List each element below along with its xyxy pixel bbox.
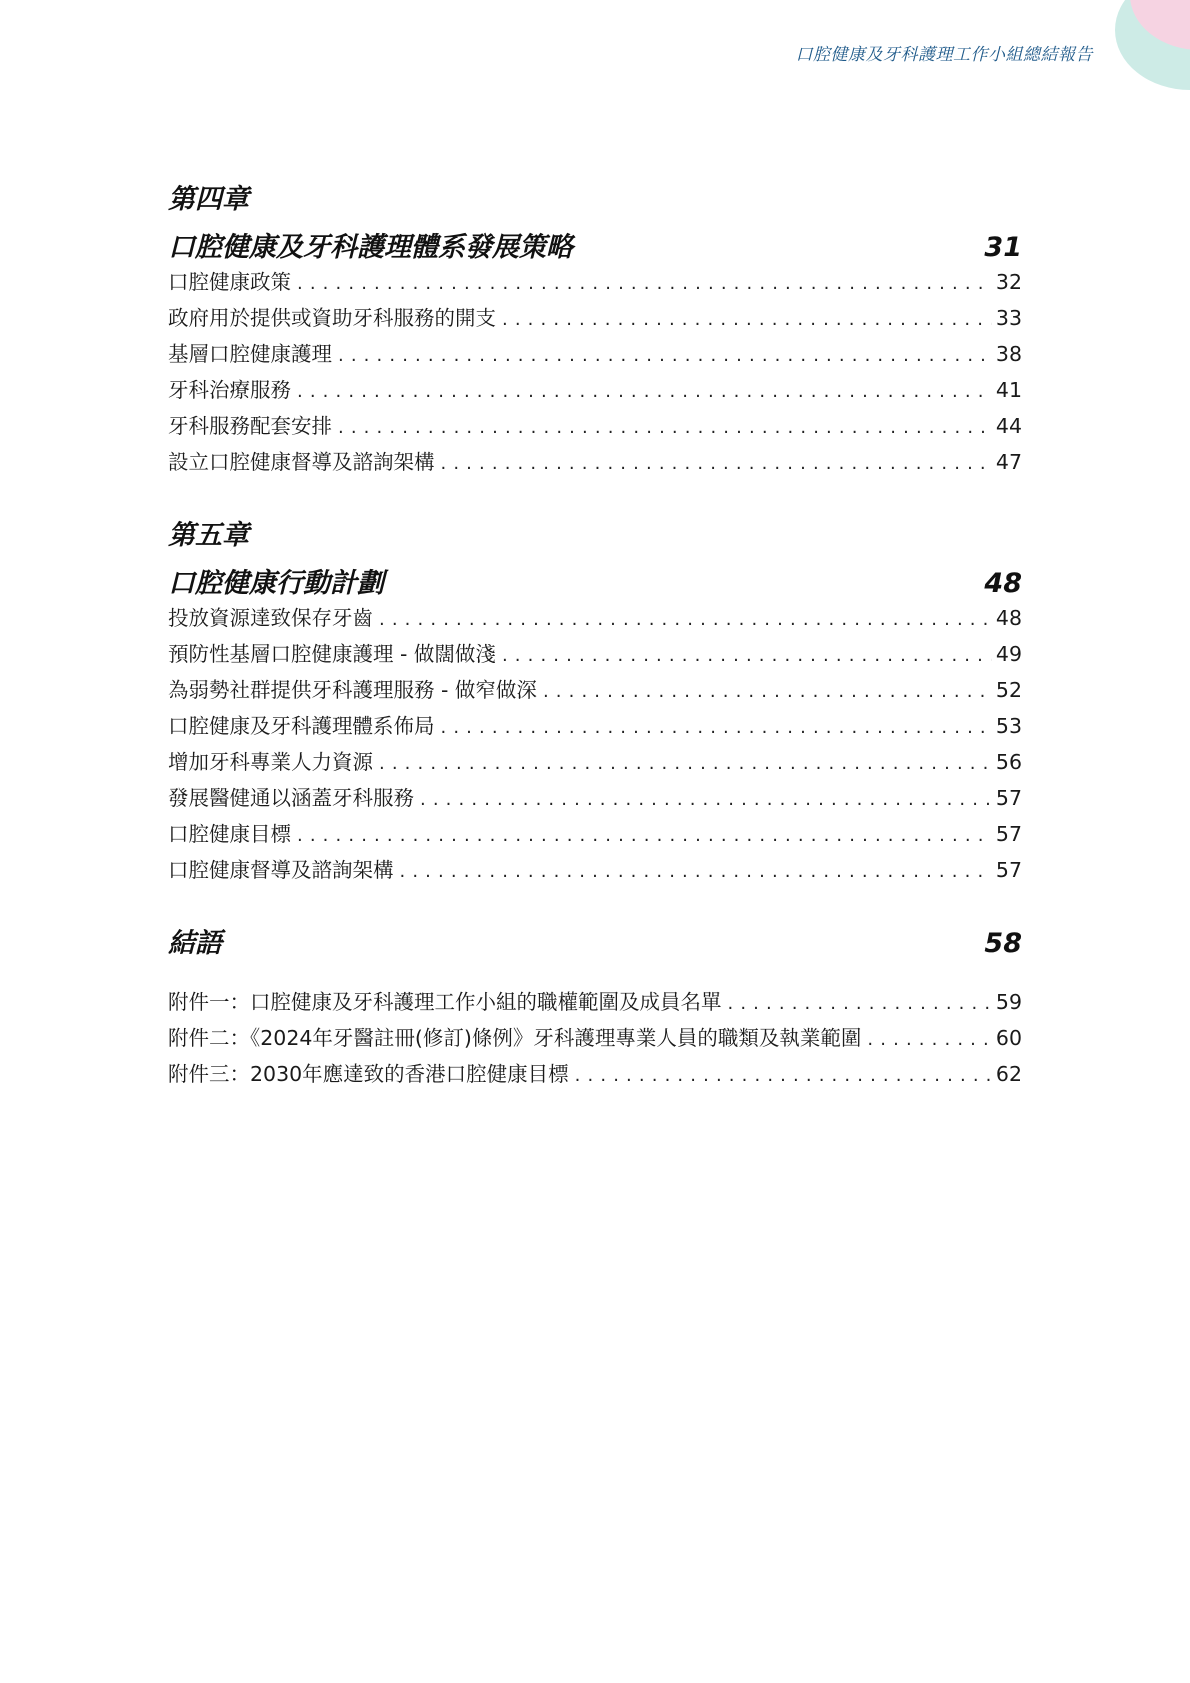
toc-entry-label: 口腔健康政策: [168, 270, 291, 294]
dot-leader: [543, 677, 992, 707]
appendix-label: 附件一：口腔健康及牙科護理工作小組的職權範圍及成員名單: [168, 990, 722, 1014]
appendix-page: 59: [995, 990, 1022, 1014]
toc-entry-label: 設立口腔健康督導及諮詢架構: [168, 450, 435, 474]
chapter5-label: 第五章: [168, 520, 249, 551]
dot-leader: [338, 341, 992, 371]
dot-leader: [297, 821, 992, 851]
toc-entry[interactable]: [168, 783, 1022, 813]
toc-entry-page: 49: [995, 642, 1022, 666]
toc-entry-page: 56: [995, 750, 1022, 774]
toc-entry-label: 基層口腔健康護理: [168, 342, 332, 366]
chapter5-title: 口腔健康行動計劃: [168, 568, 384, 599]
toc-entry-label: 口腔健康督導及諮詢架構: [168, 858, 394, 882]
toc-entry[interactable]: [168, 303, 1022, 333]
toc-entry[interactable]: [168, 447, 1022, 477]
dot-leader: [441, 449, 992, 479]
toc-entry-page: 53: [995, 714, 1022, 738]
toc-entry-page: 44: [995, 414, 1022, 438]
dot-leader: [867, 1025, 991, 1055]
chapter4-label: 第四章: [168, 184, 249, 215]
toc-entry[interactable]: [168, 339, 1022, 369]
toc-entry-label: 政府用於提供或資助牙科服務的開支: [168, 306, 496, 330]
toc-entry-label: 牙科治療服務: [168, 378, 291, 402]
dot-leader: [502, 641, 992, 671]
dot-leader: [297, 269, 992, 299]
toc-entry-label: 增加牙科專業人力資源: [168, 750, 373, 774]
dot-leader: [441, 713, 992, 743]
toc-entry-label: 為弱勢社群提供牙科護理服務 - 做窄做深: [168, 678, 537, 702]
toc-entry-page: 57: [995, 858, 1022, 882]
toc-entry-label: 口腔健康目標: [168, 822, 291, 846]
toc-entry[interactable]: [168, 675, 1022, 705]
conclusion-row[interactable]: [168, 921, 1022, 960]
toc-entry-page: 48: [995, 606, 1022, 630]
appendix-label: 附件三：2030年應達致的香港口腔健康目標: [168, 1062, 569, 1086]
chapter5-title-row[interactable]: [168, 561, 1022, 600]
chapter5-page: 48: [984, 568, 1022, 599]
chapter4-title: 口腔健康及牙科護理體系發展策略: [168, 232, 573, 263]
toc-entry-page: 47: [995, 450, 1022, 474]
dot-leader: [338, 413, 992, 443]
conclusion-title: 結語: [168, 928, 222, 959]
appendix-page: 62: [995, 1062, 1022, 1086]
toc-entry-page: 41: [995, 378, 1022, 402]
toc-entry[interactable]: [168, 267, 1022, 297]
appendix-entry[interactable]: [168, 987, 1022, 1017]
dot-leader: [575, 1061, 992, 1091]
appendix-entry[interactable]: [168, 1023, 1022, 1053]
toc-entry[interactable]: [168, 603, 1022, 633]
appendix-page: 60: [995, 1026, 1022, 1050]
toc-entry-label: 預防性基層口腔健康護理 - 做闊做淺: [168, 642, 496, 666]
running-header: 口腔健康及牙科護理工作小組總結報告: [795, 45, 1093, 65]
toc-entry-page: 57: [995, 786, 1022, 810]
toc-entry-page: 52: [995, 678, 1022, 702]
toc-entry[interactable]: [168, 639, 1022, 669]
dot-leader: [420, 785, 992, 815]
appendix-label: 附件二：《2024年牙醫註冊(修訂)條例》牙科護理專業人員的職類及執業範圍: [168, 1026, 862, 1050]
toc-entry-label: 投放資源達致保存牙齒: [168, 606, 373, 630]
toc-entry-label: 發展醫健通以涵蓋牙科服務: [168, 786, 414, 810]
conclusion-page: 58: [984, 928, 1022, 959]
chapter4-page: 31: [984, 232, 1022, 263]
toc-entry-page: 32: [995, 270, 1022, 294]
toc-entry[interactable]: [168, 711, 1022, 741]
chapter4-title-row[interactable]: [168, 225, 1022, 264]
toc-entry[interactable]: [168, 747, 1022, 777]
toc-entry-page: 57: [995, 822, 1022, 846]
toc-entry[interactable]: [168, 411, 1022, 441]
dot-leader: [502, 305, 992, 335]
dot-leader: [728, 989, 992, 1019]
toc-entry[interactable]: [168, 819, 1022, 849]
appendix-entry[interactable]: [168, 1059, 1022, 1089]
dot-leader: [400, 857, 992, 887]
dot-leader: [297, 377, 992, 407]
toc-entry[interactable]: [168, 855, 1022, 885]
dot-leader: [379, 605, 992, 635]
toc-entry-label: 口腔健康及牙科護理體系佈局: [168, 714, 435, 738]
toc-entry[interactable]: [168, 375, 1022, 405]
toc-entry-page: 33: [995, 306, 1022, 330]
toc-entry-page: 38: [995, 342, 1022, 366]
dot-leader: [379, 749, 992, 779]
toc-entry-label: 牙科服務配套安排: [168, 414, 332, 438]
